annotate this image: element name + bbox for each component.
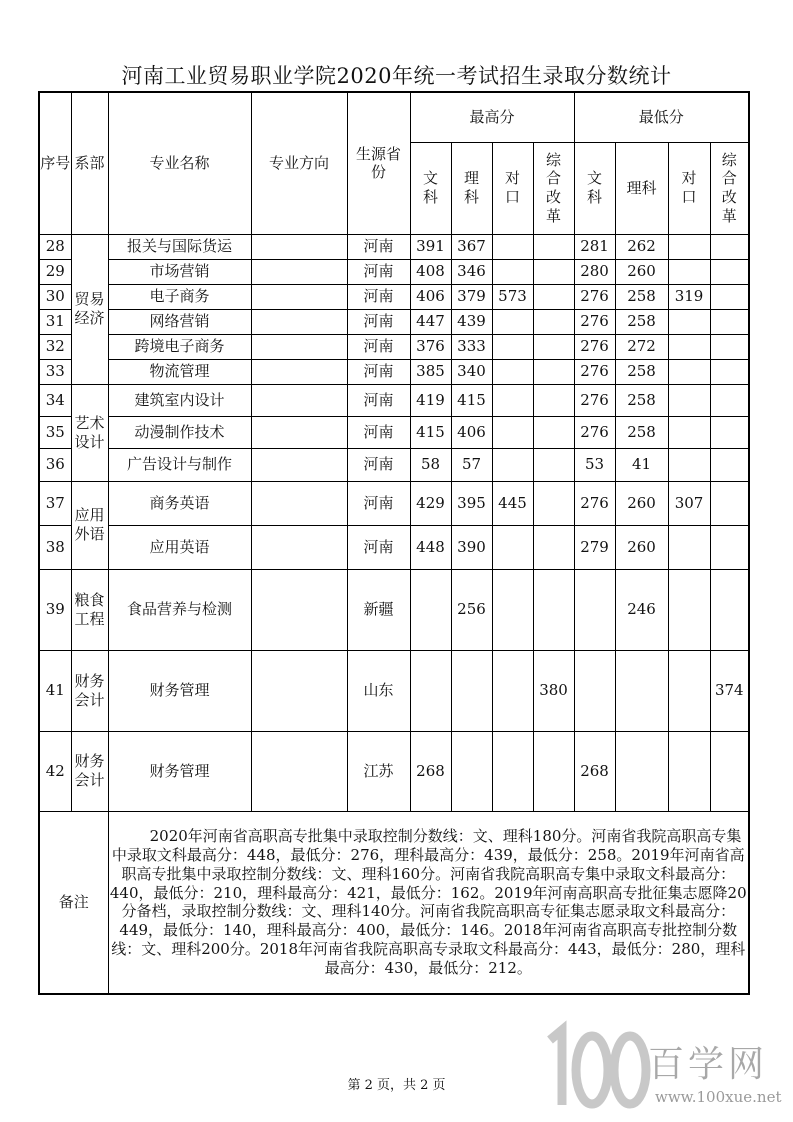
row-score-max-zh xyxy=(533,569,574,650)
header-max-duikou: 对 口 xyxy=(492,142,533,234)
row-score-min-dk xyxy=(668,731,710,811)
row-score-max-dk xyxy=(492,359,533,384)
department-label: 财务 会计 xyxy=(74,752,105,789)
table-row xyxy=(39,448,749,481)
row-score-max-zh xyxy=(533,525,574,569)
row-score-max-wen: 448 xyxy=(410,525,451,569)
row-direction xyxy=(251,448,347,481)
table-row xyxy=(39,384,749,416)
header-min-wen: 文 科 xyxy=(574,142,615,234)
row-score-min-zh xyxy=(710,525,749,569)
table-row xyxy=(39,525,749,569)
row-score-max-li: 406 xyxy=(451,416,492,448)
header-max-zonghe: 综 合 改 革 xyxy=(533,142,574,234)
row-score-max-dk xyxy=(492,650,533,731)
row-province: 河南 xyxy=(347,259,410,284)
row-seq: 33 xyxy=(39,359,71,384)
row-score-max-zh xyxy=(533,259,574,284)
row-major: 报关与国际货运 xyxy=(108,234,251,259)
row-direction xyxy=(251,481,347,525)
row-score-max-li: 439 xyxy=(451,309,492,334)
row-score-min-wen xyxy=(574,650,615,731)
row-score-min-zh: 374 xyxy=(710,650,749,731)
table-row xyxy=(39,334,749,359)
row-province: 河南 xyxy=(347,448,410,481)
row-score-min-li xyxy=(615,731,668,811)
row-province: 河南 xyxy=(347,384,410,416)
row-major: 物流管理 xyxy=(108,359,251,384)
row-score-max-wen: 268 xyxy=(410,731,451,811)
row-province: 新疆 xyxy=(347,569,410,650)
row-score-max-li: 256 xyxy=(451,569,492,650)
row-score-min-dk: 307 xyxy=(668,481,710,525)
row-score-max-dk xyxy=(492,569,533,650)
row-score-min-li: 246 xyxy=(615,569,668,650)
row-score-min-li: 258 xyxy=(615,416,668,448)
row-score-max-li: 367 xyxy=(451,234,492,259)
row-score-max-li: 390 xyxy=(451,525,492,569)
row-score-min-dk xyxy=(668,650,710,731)
row-score-max-wen: 419 xyxy=(410,384,451,416)
row-score-max-li: 415 xyxy=(451,384,492,416)
row-direction xyxy=(251,384,347,416)
row-score-max-li: 333 xyxy=(451,334,492,359)
row-province: 河南 xyxy=(347,334,410,359)
watermark-name: 百学网 xyxy=(648,1044,769,1085)
row-seq: 30 xyxy=(39,284,71,309)
row-score-max-zh xyxy=(533,384,574,416)
row-major: 财务管理 xyxy=(108,731,251,811)
note-text: 2020年河南省高职高专批集中录取控制分数线：文、理科180分。河南省我院高职高专集中录取文科最高分：448，最低分：276，理科最高分：439，最低分：258。2019年河南省高职高专批集中录取控制分数线：文、理科160分。河南省我院高职高专集中录取文科最高分：440，最低分：210，理科最高分：421，最低分：162。2019年河南高职高专批征集志愿降20分备档，录取控制分数线：文、理科140分。河南省我院高职高专征集志愿录取文科最高分：449，最低分：140，理科最高分：400，最低分：146。2018年河南省高职高专批控制分数线：文、理科200分。2018年河南省我院高职高专录取文科最高分：443，最低分：280，理科最高分：430，最低分：212。 xyxy=(108,811,749,994)
watermark-url: www.100xue.net xyxy=(655,1088,782,1106)
header-max-wen: 文 科 xyxy=(410,142,451,234)
row-score-max-dk: 445 xyxy=(492,481,533,525)
row-score-min-zh xyxy=(710,284,749,309)
row-score-min-li: 260 xyxy=(615,525,668,569)
row-score-min-zh xyxy=(710,309,749,334)
header-province: 生源省 份 xyxy=(347,92,410,234)
header-major: 专业名称 xyxy=(108,92,251,234)
row-seq: 32 xyxy=(39,334,71,359)
header-seq: 序号 xyxy=(39,92,71,234)
row-score-min-zh xyxy=(710,334,749,359)
row-score-min-wen: 276 xyxy=(574,416,615,448)
row-score-max-li: 340 xyxy=(451,359,492,384)
row-direction xyxy=(251,334,347,359)
table-row xyxy=(39,481,749,525)
header-max-group: 最高分 xyxy=(410,92,574,142)
table-row xyxy=(39,259,749,284)
row-score-min-dk: 319 xyxy=(668,284,710,309)
row-seq: 29 xyxy=(39,259,71,284)
score-table xyxy=(38,91,750,995)
row-score-min-li: 258 xyxy=(615,284,668,309)
row-direction xyxy=(251,259,347,284)
row-major: 财务管理 xyxy=(108,650,251,731)
row-major: 应用英语 xyxy=(108,525,251,569)
row-score-max-dk xyxy=(492,334,533,359)
row-score-min-dk xyxy=(668,309,710,334)
row-major: 动漫制作技术 xyxy=(108,416,251,448)
row-department xyxy=(71,384,108,481)
row-score-max-wen: 385 xyxy=(410,359,451,384)
row-seq: 41 xyxy=(39,650,71,731)
row-province: 山东 xyxy=(347,650,410,731)
row-province: 河南 xyxy=(347,284,410,309)
header-dept: 系部 xyxy=(71,92,108,234)
row-score-max-dk: 573 xyxy=(492,284,533,309)
row-score-max-dk xyxy=(492,259,533,284)
table-row xyxy=(39,234,749,259)
row-score-min-wen: 280 xyxy=(574,259,615,284)
row-major: 跨境电子商务 xyxy=(108,334,251,359)
row-score-max-zh: 380 xyxy=(533,650,574,731)
row-province: 河南 xyxy=(347,359,410,384)
row-score-min-wen: 276 xyxy=(574,334,615,359)
row-score-min-wen: 53 xyxy=(574,448,615,481)
row-score-min-dk xyxy=(668,359,710,384)
row-major: 食品营养与检测 xyxy=(108,569,251,650)
row-score-max-dk xyxy=(492,309,533,334)
row-score-max-dk xyxy=(492,731,533,811)
row-score-max-wen: 408 xyxy=(410,259,451,284)
row-department xyxy=(71,650,108,731)
row-score-min-dk xyxy=(668,334,710,359)
row-major: 电子商务 xyxy=(108,284,251,309)
table-row xyxy=(39,284,749,309)
header-direction: 专业方向 xyxy=(251,92,347,234)
row-score-max-zh xyxy=(533,481,574,525)
row-direction xyxy=(251,309,347,334)
row-score-min-wen: 281 xyxy=(574,234,615,259)
row-score-max-zh xyxy=(533,416,574,448)
page-title: 河南工业贸易职业学院2020年统一考试招生录取分数统计 xyxy=(121,64,672,88)
row-direction xyxy=(251,359,347,384)
department-label: 艺术 设计 xyxy=(74,413,105,451)
row-score-max-li xyxy=(451,731,492,811)
row-major: 建筑室内设计 xyxy=(108,384,251,416)
row-score-max-zh xyxy=(533,359,574,384)
row-province: 河南 xyxy=(347,481,410,525)
row-score-max-li: 379 xyxy=(451,284,492,309)
row-score-max-li: 346 xyxy=(451,259,492,284)
row-score-min-zh xyxy=(710,731,749,811)
row-score-min-zh xyxy=(710,481,749,525)
row-seq: 31 xyxy=(39,309,71,334)
header-min-zonghe: 综 合 改 革 xyxy=(710,142,749,234)
row-province: 河南 xyxy=(347,416,410,448)
row-seq: 38 xyxy=(39,525,71,569)
page-footer: 第 2 页，共 2 页 xyxy=(347,1078,446,1093)
table-row xyxy=(39,416,749,448)
row-score-max-li: 395 xyxy=(451,481,492,525)
row-seq: 35 xyxy=(39,416,71,448)
row-major: 广告设计与制作 xyxy=(108,448,251,481)
row-score-min-li: 258 xyxy=(615,309,668,334)
row-score-min-dk xyxy=(668,448,710,481)
table-row xyxy=(39,569,749,650)
row-score-min-li xyxy=(615,650,668,731)
row-direction xyxy=(251,416,347,448)
header-min-group: 最低分 xyxy=(574,92,749,142)
row-score-min-wen: 279 xyxy=(574,525,615,569)
department-label: 应用 外语 xyxy=(74,506,105,543)
row-direction xyxy=(251,569,347,650)
row-province: 河南 xyxy=(347,234,410,259)
row-score-min-wen: 276 xyxy=(574,384,615,416)
row-seq: 34 xyxy=(39,384,71,416)
row-score-max-wen: 58 xyxy=(410,448,451,481)
row-major: 市场营销 xyxy=(108,259,251,284)
row-score-min-zh xyxy=(710,359,749,384)
note-row xyxy=(39,811,749,994)
row-seq: 37 xyxy=(39,481,71,525)
row-score-min-wen: 268 xyxy=(574,731,615,811)
row-score-max-zh xyxy=(533,309,574,334)
row-score-min-zh xyxy=(710,234,749,259)
row-score-max-wen: 406 xyxy=(410,284,451,309)
row-score-min-zh xyxy=(710,416,749,448)
row-score-max-wen: 429 xyxy=(410,481,451,525)
row-score-min-li: 260 xyxy=(615,259,668,284)
row-score-min-wen: 276 xyxy=(574,359,615,384)
row-score-max-zh xyxy=(533,448,574,481)
row-direction xyxy=(251,234,347,259)
row-score-max-wen: 376 xyxy=(410,334,451,359)
row-department xyxy=(71,234,108,384)
row-score-min-li: 41 xyxy=(615,448,668,481)
row-score-max-wen: 447 xyxy=(410,309,451,334)
row-direction xyxy=(251,525,347,569)
row-seq: 39 xyxy=(39,569,71,650)
row-score-min-dk xyxy=(668,234,710,259)
row-score-min-dk xyxy=(668,259,710,284)
row-score-min-li: 262 xyxy=(615,234,668,259)
row-score-min-dk xyxy=(668,416,710,448)
row-score-max-dk xyxy=(492,525,533,569)
row-score-max-dk xyxy=(492,416,533,448)
header-max-li: 理 科 xyxy=(451,142,492,234)
row-score-max-li: 57 xyxy=(451,448,492,481)
department-label: 贸易 经济 xyxy=(74,290,105,327)
row-score-max-zh xyxy=(533,284,574,309)
row-major: 网络营销 xyxy=(108,309,251,334)
row-direction xyxy=(251,284,347,309)
row-score-max-wen: 415 xyxy=(410,416,451,448)
row-score-max-wen xyxy=(410,650,451,731)
row-seq: 42 xyxy=(39,731,71,811)
row-score-min-zh xyxy=(710,448,749,481)
row-score-max-wen: 391 xyxy=(410,234,451,259)
header-min-duikou: 对 口 xyxy=(668,142,710,234)
note-label: 备注 xyxy=(39,811,108,994)
row-department xyxy=(71,569,108,650)
row-major: 商务英语 xyxy=(108,481,251,525)
row-score-max-zh xyxy=(533,731,574,811)
row-score-max-zh xyxy=(533,334,574,359)
table-row xyxy=(39,650,749,731)
row-score-min-li: 258 xyxy=(615,384,668,416)
row-score-max-zh xyxy=(533,234,574,259)
row-score-max-dk xyxy=(492,234,533,259)
row-score-min-li: 258 xyxy=(615,359,668,384)
row-seq: 28 xyxy=(39,234,71,259)
row-score-max-dk xyxy=(492,448,533,481)
row-direction xyxy=(251,731,347,811)
row-seq: 36 xyxy=(39,448,71,481)
table-row xyxy=(39,309,749,334)
row-score-max-dk xyxy=(492,384,533,416)
row-direction xyxy=(251,650,347,731)
row-score-min-li: 260 xyxy=(615,481,668,525)
row-score-min-wen xyxy=(574,569,615,650)
row-score-min-zh xyxy=(710,569,749,650)
row-score-min-dk xyxy=(668,384,710,416)
row-province: 河南 xyxy=(347,525,410,569)
row-score-min-li: 272 xyxy=(615,334,668,359)
row-score-min-dk xyxy=(668,569,710,650)
row-score-max-li xyxy=(451,650,492,731)
table-row xyxy=(39,731,749,811)
header-row-1 xyxy=(39,92,749,142)
row-province: 河南 xyxy=(347,309,410,334)
department-label: 粮食 工程 xyxy=(74,590,105,628)
row-score-min-wen: 276 xyxy=(574,309,615,334)
row-score-min-zh xyxy=(710,259,749,284)
row-score-min-wen: 276 xyxy=(574,284,615,309)
row-department xyxy=(71,481,108,569)
row-score-min-wen: 276 xyxy=(574,481,615,525)
table-row xyxy=(39,359,749,384)
row-province: 江苏 xyxy=(347,731,410,811)
row-score-min-zh xyxy=(710,384,749,416)
header-min-li: 理科 xyxy=(615,142,668,234)
row-score-max-wen xyxy=(410,569,451,650)
department-label: 财务 会计 xyxy=(74,671,105,709)
row-department xyxy=(71,731,108,811)
row-score-min-dk xyxy=(668,525,710,569)
